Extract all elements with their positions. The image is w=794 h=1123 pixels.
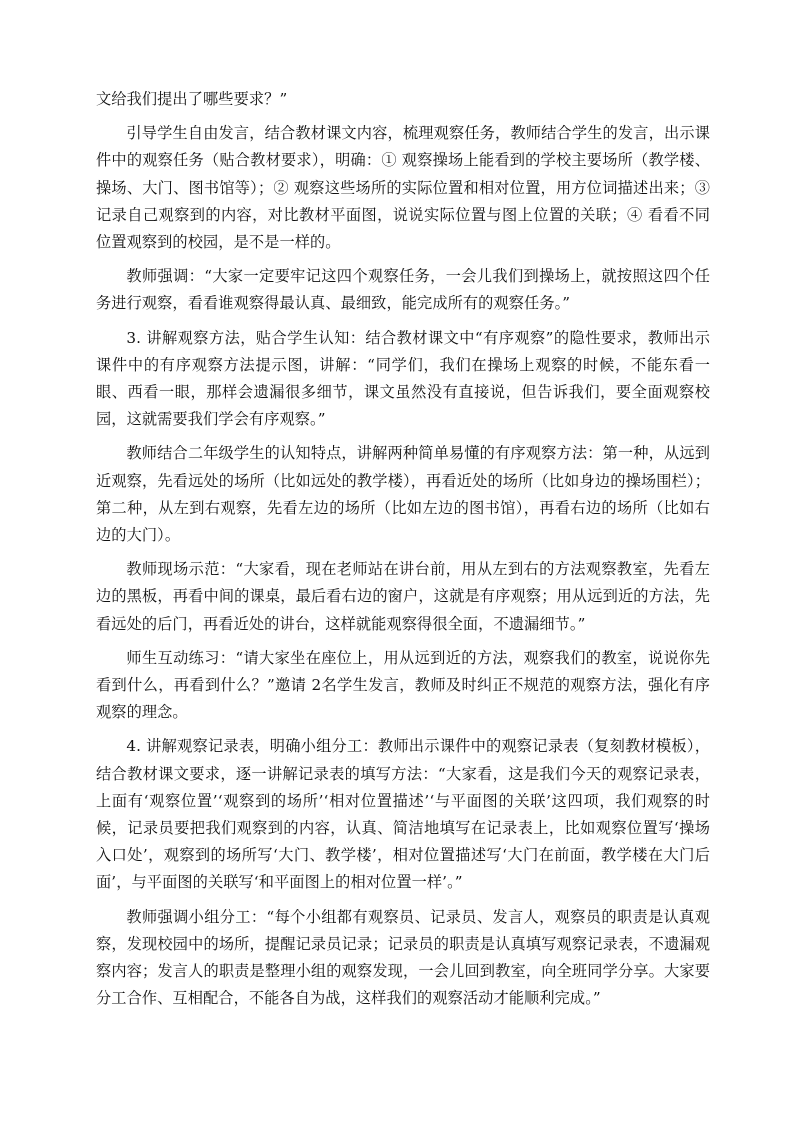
paragraph-teacher-emphasis: 教师强调：“大家一定要牢记这四个观察任务，一会儿我们到操场上，就按照这四个任务进行观察，看看谁观察得最认真、最细致，能完成所有的观察任务。” xyxy=(96,267,710,313)
paragraph-demonstration: 教师现场示范：“大家看，现在老师站在讲台前，用从左到右的方法观察教室，先看左边的黑板，再看中间的课桌，最后看右边的窗户，这就是有序观察；用从远到近的方法，先看远处的后门，再看近处的讲台，这样就能观察得很全面，不遗漏细节。” xyxy=(96,560,710,633)
paragraph-group-roles: 教师强调小组分工：“每个小组都有观察员、记录员、发言人，观察员的职责是认真观察，发现校园中的场所，提醒记录员记录；记录员的职责是认真填写观察记录表，不遗漏观察内容；发言人的职责是整理小组的观察发现，一会儿回到教室，向全班同学分享。大家要分工合作、互相配合，不能各自为战，这样我们的观察活动才能顺利完成。” xyxy=(96,907,710,1008)
paragraph-interactive-practice: 师生互动练习：“请大家坐在座位上，用从远到近的方法，观察我们的教室，说说你先看到什么，再看到什么？”邀请 2名学生发言，教师及时纠正不规范的观察方法，强化有序观察的理念。 xyxy=(96,648,710,722)
paragraph-observation-method: 3. 讲解观察方法，贴合学生认知：结合教材课文中“有序观察”的隐性要求，教师出示课件中的有序观察方法提示图，讲解：“同学们，我们在操场上观察的时候，不能东看一眼、西看一眼，那样会遗漏很多细节，课文虽然没有直接说，但告诉我们，要全面观察校园，这就需要我们学会有序观察。” xyxy=(96,328,710,429)
paragraph-continuation: 文给我们提出了哪些要求？” xyxy=(96,90,288,108)
paragraph-observation-tasks: 引导学生自由发言，结合教材课文内容，梳理观察任务，教师结合学生的发言，出示课件中的观察任务（贴合教材要求），明确：① 观察操场上能看到的学校主要场所（教学楼、操场、大门、图书馆等）；② 观察这些场所的实际位置和相对位置，用方位词描述出来；③ 记录自己观察到的内容，对比教材平面图，说说实际位置与图上位置的关联；④ 看看不同位置观察到的校园，是不是一样的。 xyxy=(96,124,710,252)
document-body xyxy=(96,86,710,1020)
paragraph-two-methods: 教师结合二年级学生的认知特点，讲解两种简单易懂的有序观察方法：第一种，从远到近观察，先看远处的场所（比如远处的教学楼），再看近处的场所（比如身边的操场围栏）；第二种，从左到右观察，先看左边的场所（比如左边的图书馆），再看右边的场所（比如右边的大门）。 xyxy=(96,444,710,545)
paragraph-record-sheet: 4. 讲解观察记录表，明确小组分工：教师出示课件中的观察记录表（复刻教材模板），结合教材课文要求，逐一讲解记录表的填写方法：“大家看，这是我们今天的观察记录表，上面有‘观察位置’‘观察到的场所’‘相对位置描述’‘与平面图的关联’这四项，我们观察的时候，记录员要把我们观察到的内容，认真、简洁地填写在记录表上，比如观察位置写‘操场入口处’，观察到的场所写‘大门、教学楼’，相对位置描述写‘大门在前面，教学楼在大门后面’，与平面图的关联写‘和平面图上的相对位置一样’。” xyxy=(96,737,710,892)
